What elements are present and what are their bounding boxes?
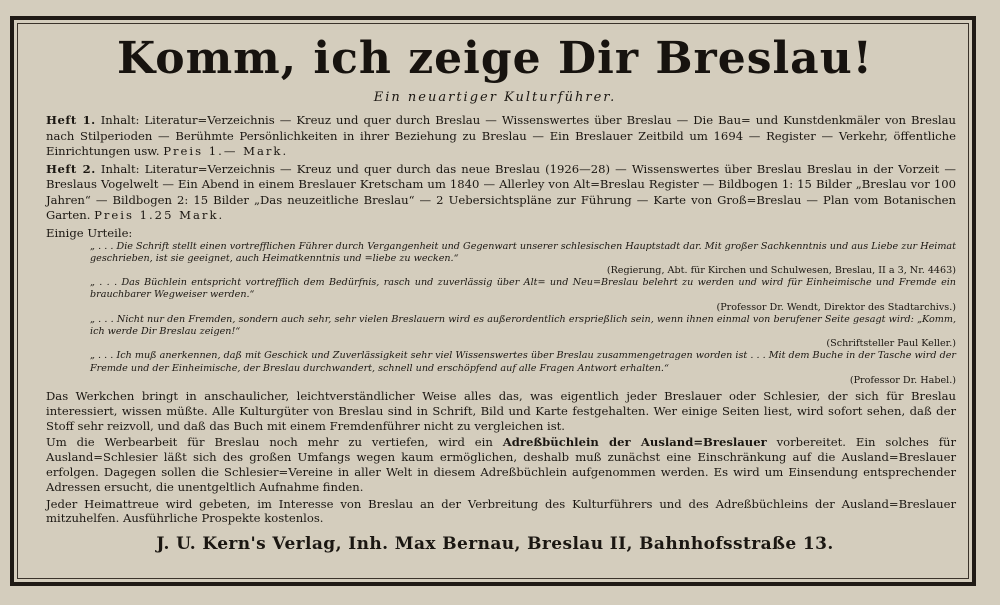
heft-2-text: Inhalt: Literatur=Verzeichnis — Kreuz und quer durch das neue Breslau (1926—28) — Wissenswertes über Breslau Breslau in der Vorzeit — Breslaus Vogelwelt — Ein Abend in einem Breslauer Kretscham um 1840 — Allerley von Alt=Breslau Register — Bildbogen 1: 15 Bilder „Breslau vor 100 Jahren“ — Bildbogen 2: 15 Bilder „Das neuzeitliche Breslau“ — 2 Uebersichtspläne zur Führung — Karte von Groß=Breslau — Plan vom Botanischen Garten. <box>46 161 957 222</box>
review-text: „ . . . Das Büchlein entspricht vortrefflich dem Bedürfnis, rasch und zuverlässig über Alt= und Neu=Breslau belehrt zu werden und wird für Einheimische und Fremde ein brauchbarer Wegweiser werden.“ <box>90 277 956 301</box>
heft-1-description <box>46 113 956 160</box>
advertisement-content <box>34 22 956 554</box>
review-attribution: (Schriftsteller Paul Keller.) <box>826 338 956 350</box>
review-attribution: (Professor Dr. Wendt, Direktor des Stadtarchivs.) <box>716 301 956 313</box>
review-quote <box>90 350 956 387</box>
review-text: „ . . . Ich muß anerkennen, daß mit Geschick und Zuverlässigkeit sehr viel Wissenswertes über Breslau zusammengetragen worden ist . . . Mit dem Buche in der Tasche wird der Fremde und der Einheimische, der Breslau durchwandert, schnell und erschöpfend auf alle Fragen Antwort erhalten.“ <box>90 350 956 374</box>
heft-1-text: Inhalt: Literatur=Verzeichnis — Kreuz und quer durch Breslau — Wissenswertes über Breslau — Die Bau= und Kunstdenkmäler von Breslau nach Stilperioden — Berühmte Persönlichkeiten in ihrer Beziehung zu Breslau — Ein Breslauer Zeitbild um 1694 — Register — Verkehr, öffentliche Einrichtungen usw. <box>46 113 956 158</box>
review-attribution: (Regierung, Abt. für Kirchen und Schulwesen, Breslau, II a 3, Nr. 4463) <box>606 264 956 276</box>
heft-1-label: Heft 1. <box>46 113 96 127</box>
publisher-line: J. U. Kern's Verlag, Inh. Max Bernau, Breslau II, Bahnhofsstraße 13. <box>156 534 834 555</box>
review-text: „ . . . Nicht nur den Fremden, sondern auch sehr, sehr vielen Breslauern wird es außerordentlich ersprießlich sein, wenn ihnen einmal von berufener Seite gesagt wird: „Komm, ich werde Dir Breslau zeigen!“ <box>90 313 956 337</box>
review-quote <box>90 277 956 314</box>
heft-1-price: Preis 1.— Mark. <box>163 144 289 158</box>
review-text: „ . . . Die Schrift stellt einen vortrefflichen Führer durch Vergangenheit und Gegenwart unserer schlesischen Hauptstadt dar. Mit großer Sachkenntnis und aus Liebe zur Heimat geschrieben, ist sie geeignet, auch Heimatkenntnis und =liebe zu wecken.“ <box>90 240 956 264</box>
address-book-title: Adreßbüchlein der Ausland=Breslauer <box>502 435 767 450</box>
address-book-text-before: Um die Werbearbeit für Breslau noch mehr zu vertiefen, wird ein <box>46 435 493 450</box>
heft-2-label: Heft 2. <box>46 161 96 176</box>
subtitle: Ein neuartiger Kulturführer. <box>373 90 617 105</box>
appeal-paragraph: Jeder Heimattreue wird gebeten, im Interesse von Breslau an der Verbreitung des Kulturführers und des Adreßbüchleins der Ausland=Breslauer mitzuhelfen. Ausführliche Prospekte kostenlos. <box>46 496 956 526</box>
reviews-title: Einige Urteile: <box>46 225 133 240</box>
headline: Komm, ich zeige Dir Breslau! <box>117 33 873 84</box>
address-book-paragraph <box>46 435 956 494</box>
review-attribution: (Professor Dr. Habel.) <box>849 374 956 386</box>
review-quote <box>90 314 956 351</box>
description-paragraph: Das Werkchen bringt in anschaulicher, leichtverständlicher Weise alles das, was eigentlich jeder Breslauer oder Schlesier, der sich für Breslau interessiert, wissen müßte. Alle Kulturgüter von Breslau sind in Schrift, Bild und Karte festgehalten. Wer einige Seiten liest, wird sofort sehen, daß der Stoff sehr reizvoll, und daß das Buch mit einem Fremdenführer nicht zu vergleichen ist. <box>46 388 956 433</box>
heft-2-price: Preis 1.25 Mark. <box>94 208 225 222</box>
heft-2-description <box>46 162 956 224</box>
address-book-text-after: vorbereitet. Ein solches für Ausland=Schlesier läßt sich des großen Umfangs wegen kaum ermöglichen, deshalb muß zunächst eine Einschränkung auf die Ausland=Breslauer erfolgen. Dagegen sollen die Schlesier=Vereine in aller Welt in diesem Adreßbüchlein aufgenommen werden. Es wird um Einsendung entsprechender Adressen ersucht, die unentgeltlich Aufnahme finden. <box>46 435 957 494</box>
review-quote <box>90 241 956 278</box>
